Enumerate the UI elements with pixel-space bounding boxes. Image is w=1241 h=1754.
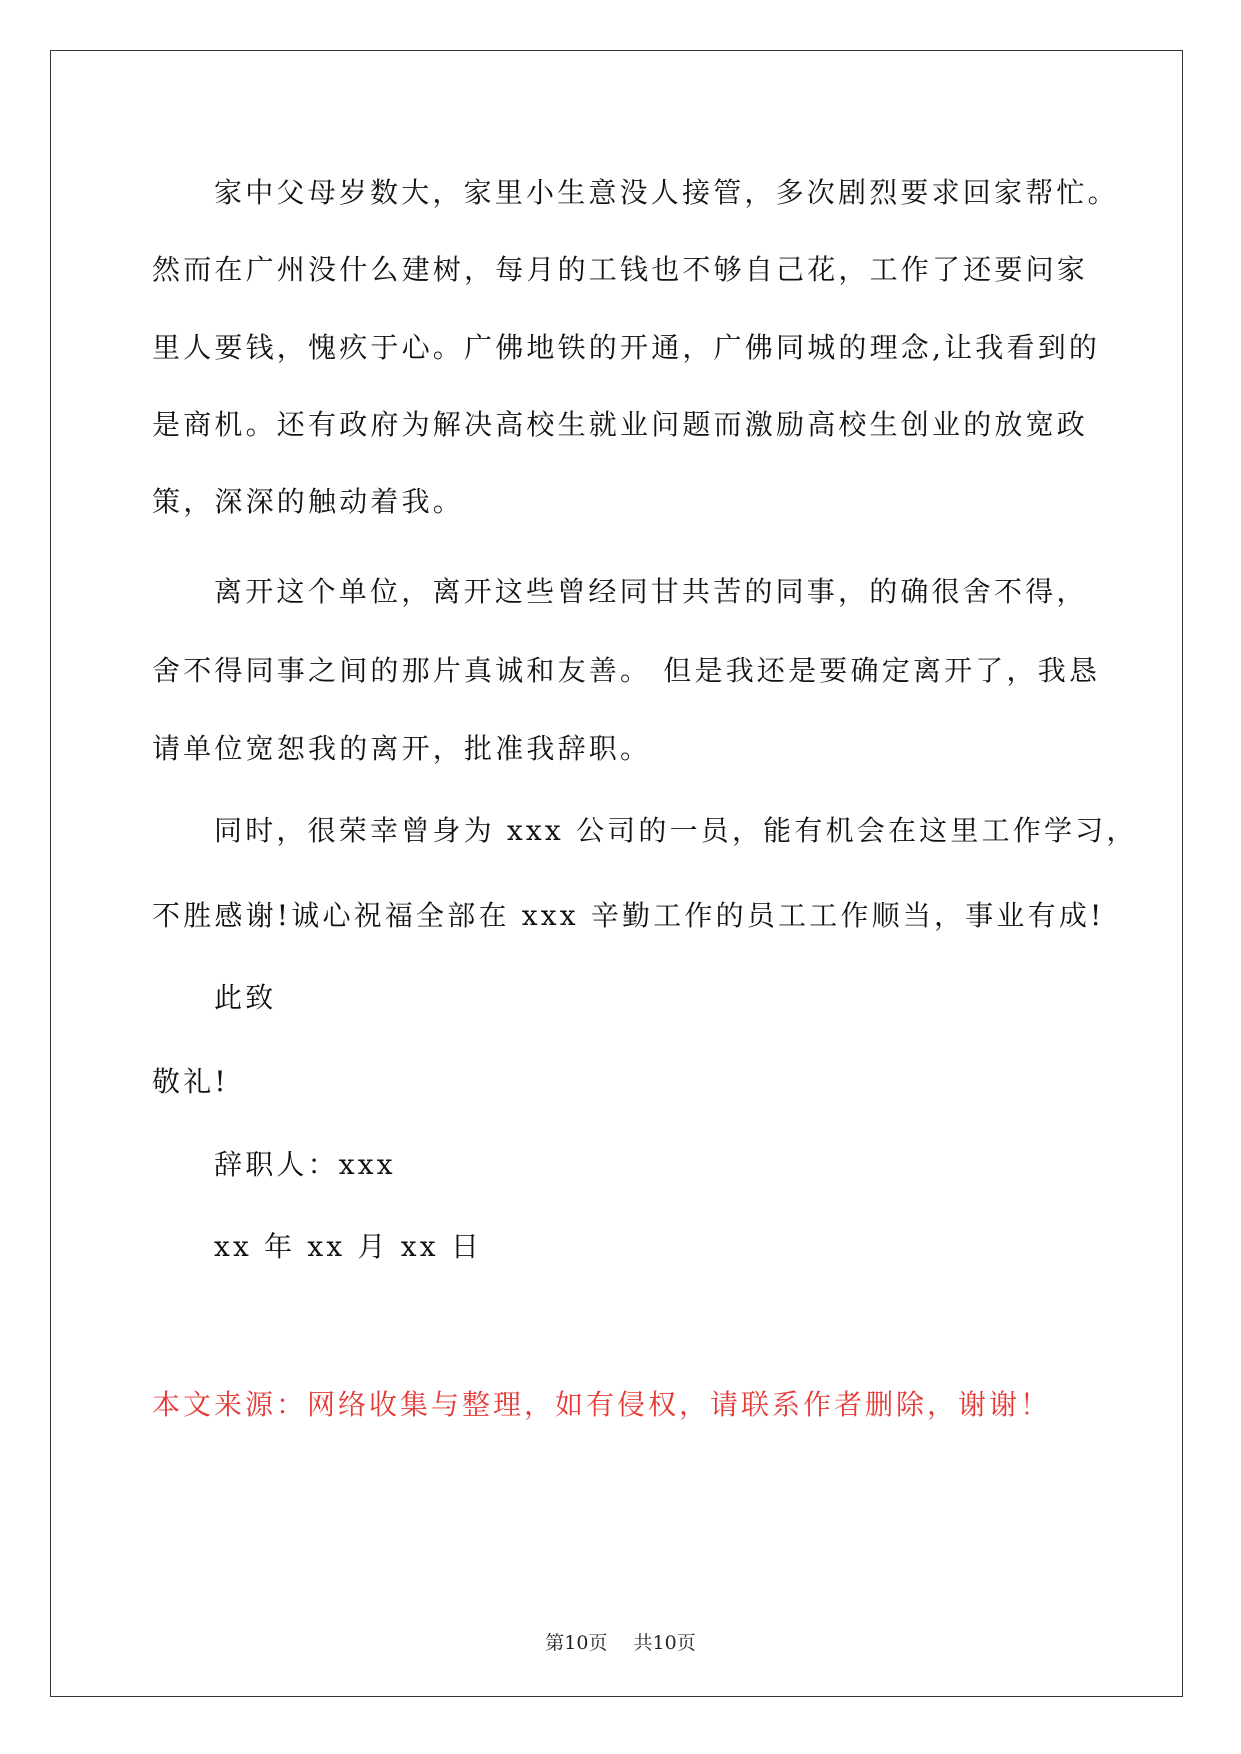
signature-line: 辞职人：xxx xyxy=(214,1148,396,1181)
closing-regards: 敬礼! xyxy=(152,1065,229,1098)
body-line: 离开这个单位，离开这些曾经同甘共苦的同事，的确很舍不得， xyxy=(214,575,1088,608)
closing-salutation: 此致 xyxy=(214,981,277,1014)
page-border xyxy=(50,50,1183,1697)
body-line: 家中父母岁数大，家里小生意没人接管，多次剧烈要求回家帮忙。 xyxy=(214,176,1119,209)
body-line: 然而在广州没什么建树，每月的工钱也不够自己花，工作了还要问家 xyxy=(152,253,1089,286)
body-line: 舍不得同事之间的那片真诚和友善。 但是我还是要确定离开了，我恳 xyxy=(152,654,1101,687)
page-number-current: 第10页 xyxy=(545,1632,608,1654)
source-note: 本文来源：网络收集与整理，如有侵权，请联系作者删除，谢谢！ xyxy=(152,1388,1052,1421)
date-line: xx 年 xx 月 xx 日 xyxy=(214,1230,483,1263)
body-line: 同时，很荣幸曾身为 xxx 公司的一员，能有机会在这里工作学习， xyxy=(214,814,1138,847)
body-line: 不胜感谢!诚心祝福全部在 xxx 辛勤工作的员工工作顺当，事业有成! xyxy=(152,899,1105,932)
page-number-total: 共10页 xyxy=(633,1632,696,1654)
body-line: 请单位宽恕我的离开，批准我辞职。 xyxy=(152,732,652,765)
body-line: 是商机。还有政府为解决高校生就业问题而激励高校生创业的放宽政 xyxy=(152,408,1089,441)
page-footer xyxy=(0,1630,1241,1656)
body-line: 里人要钱，愧疚于心。广佛地铁的开通，广佛同城的理念,让我看到的 xyxy=(152,331,1101,364)
body-line: 策，深深的触动着我。 xyxy=(152,485,465,518)
